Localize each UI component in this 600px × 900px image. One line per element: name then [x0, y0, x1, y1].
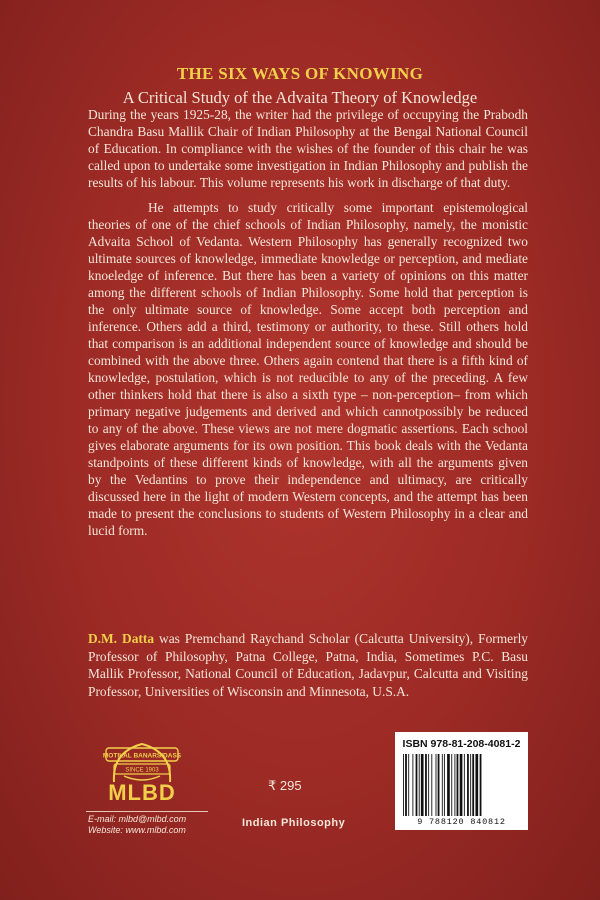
- barcode-bar: [454, 754, 455, 816]
- barcode-bar: [460, 754, 463, 816]
- isbn-barcode-box: [395, 732, 528, 830]
- barcode-bar: [442, 754, 443, 816]
- barcode-bar: [444, 754, 445, 816]
- barcode-bar: [457, 754, 459, 816]
- barcode-bar: [470, 754, 471, 816]
- barcode-bar: [416, 754, 418, 816]
- blurb-paragraph-1: During the years 1925-28, the writer had the privilege of occupying the Prabodh Chandra Basu Mallik Chair of Indian Philosophy at the Bengal National Council of Education. In compliance with the wishes of the founder of this chair he was called upon to undertake some investigation in Indian Philosophy and publish the results of his labour. This volume represents his work in discharge of that duty.: [88, 107, 528, 190]
- book-title: THE SIX WAYS OF KNOWING: [176, 64, 424, 83]
- author-name: D.M. Datta: [88, 631, 155, 646]
- barcode-bar: [431, 754, 432, 816]
- barcode-bar: [447, 754, 450, 816]
- blurb-paragraph-2: He attempts to study critically some important epistemological theories of one of the chief schools of Indian Philosophy, namely, the monistic Advaita School of Vedanta. Western Philosophy has generally recognized two ultimate sources of knowledge, immediate knowledge or perception, and mediate knoeledge of inference. But there has been a variety of opinions on this matter among the different schools of Indian Philosophy. Some hold that perception is the only ultimate source of knowledge. Some accept both perception and inference. Others add a third, testimony or authority, to these. Still others hold that comparison is an additional independent source of knowledge and should be combined with the above three. Others again contend that there is a fifth kind of knowledge, postulation, which is not reducible to any of the preceding. A few other thinkers hold that there is also a sixth type – non-perception– from which primary negative judgements and derived and which cannotpossibly be reduced to any of the above. These views are not mere dogmatic assertions. Each school gives elaborate arguments for its own position. This book deals with the Vedanta standpoints of these different kinds of knowledge, with all the arguments given by the Vedantins to prove their independence and ultimacy, are critically discussed here in the light of modern Western concepts, and the attempt has been made to present the conclusions to students of Western Philosophy in a clear and lucid form.: [88, 200, 528, 538]
- seal-icon: [92, 738, 192, 786]
- barcode-bar: [472, 754, 474, 816]
- barcode-bar: [475, 754, 478, 816]
- seal-bottom-text: SINCE 1903: [125, 767, 159, 774]
- publisher-website: Website: www.mlbd.com: [88, 825, 186, 835]
- barcode-bar: [421, 754, 424, 816]
- barcode-bar: [412, 754, 413, 816]
- isbn-number: ISBN 978-81-208-4081-2: [402, 738, 521, 750]
- barcode-bar: [405, 754, 407, 816]
- barcode-bar: [464, 754, 465, 816]
- barcode-bar: [425, 754, 427, 816]
- barcode-bar: [403, 754, 404, 816]
- barcode-bar: [480, 754, 482, 816]
- barcode-bar: [467, 754, 469, 816]
- barcode-bar: [451, 754, 452, 816]
- publisher-contact: [88, 814, 186, 836]
- publisher-logo-text: MLBD: [108, 780, 176, 805]
- price-label: ₹ 295: [268, 778, 302, 793]
- author-bio-text: was Premchand Raychand Scholar (Calcutta University), Formerly Professor of Philosophy, Patna College, Patna, India, Sometimes P.C. Basu Mallik Professor, National Council of Education, Jadavpur, Calcutta and Visiting Professor, Universities of Wisconsin and Minnesota, U.S.A.: [88, 631, 528, 699]
- publisher-divider: [86, 811, 208, 812]
- book-subtitle: A Critical Study of the Advaita Theory of Knowledge: [122, 88, 478, 107]
- author-bio: [88, 630, 528, 700]
- barcode-bar: [408, 754, 409, 816]
- seal-top-text: MOTILAL BANARSIDASS: [102, 752, 182, 760]
- barcode-bar: [436, 754, 437, 816]
- publisher-email: E-mail: mlbd@mlbd.com: [88, 814, 187, 824]
- category-label: Indian Philosophy: [242, 817, 346, 829]
- blurb: [88, 106, 528, 539]
- barcode-bar: [428, 754, 429, 816]
- barcode-bar: [419, 754, 420, 816]
- barcode-icon: [401, 754, 522, 816]
- barcode-bar: [438, 754, 440, 816]
- barcode-digits: 9 788120 840812: [417, 817, 506, 827]
